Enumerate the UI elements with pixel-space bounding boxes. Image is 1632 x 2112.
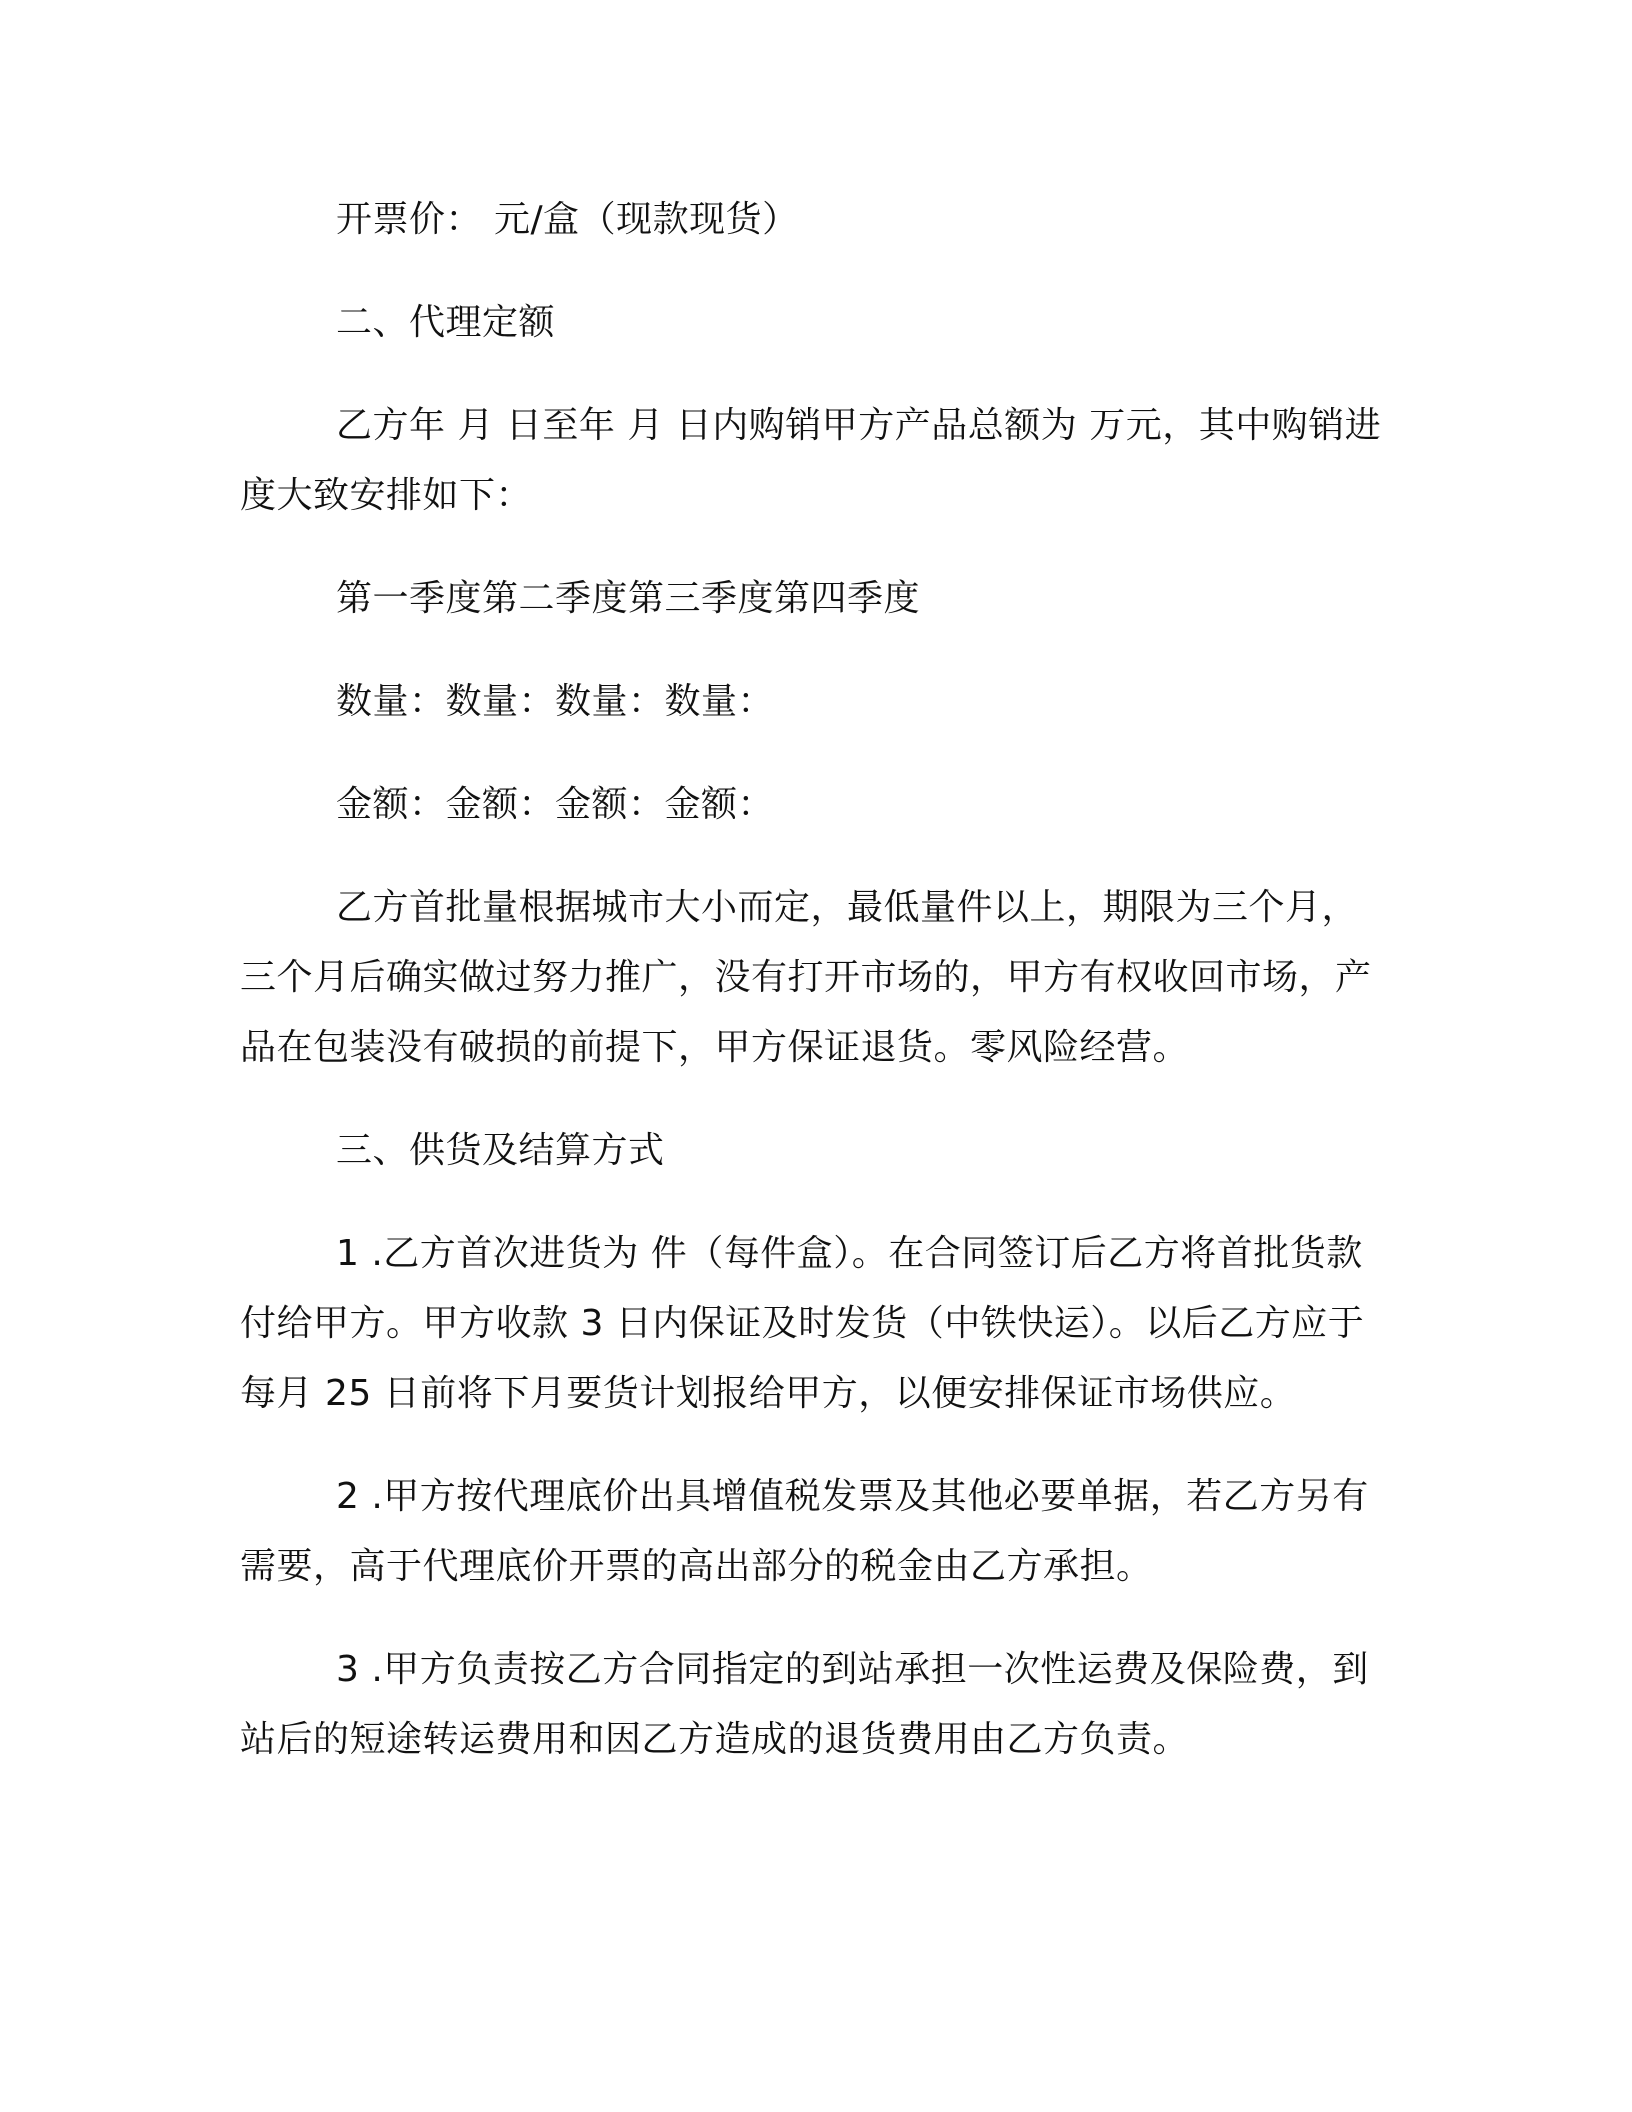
section-heading-quota: 二、代理定额 (336, 302, 556, 343)
first-batch-paragraph: 乙方首批量根据城市大小而定，最低量件以上，期限为三个月，三个月后确实做过努力推广，没有打开市场的，甲方有权收回市场，产品在包装没有破损的前提下，甲方保证退货。零风险经营。 (240, 887, 1372, 1068)
clause-3: 3 .甲方负责按乙方合同指定的到站承担一次性运费及保险费，到站后的短途转运费用和因乙方造成的退货费用由乙方负责。 (240, 1649, 1369, 1760)
section-heading-supply: 三、供货及结算方式 (336, 1130, 665, 1171)
document-page (240, 185, 1390, 1775)
quantity-line: 数量：数量：数量：数量： (336, 681, 775, 722)
invoice-price-line: 开票价： 元/盒（现款现货） (336, 199, 799, 240)
clause-2: 2 .甲方按代理底价出具增值税发票及其他必要单据，若乙方另有需要，高于代理底价开票的高出部分的税金由乙方承担。 (240, 1476, 1369, 1587)
clause-1: 1 .乙方首次进货为 件（每件盒）。在合同签订后乙方将首批货款付给甲方。甲方收款 3 日内保证及时发货（中铁快运）。以后乙方应于每月 25 日前将下月要货计划报给甲方，以便安排保证市场供应。 (240, 1233, 1365, 1414)
quarters-line: 第一季度第二季度第三季度第四季度 (336, 578, 921, 619)
amount-line: 金额：金额：金额：金额： (336, 784, 775, 825)
quota-paragraph: 乙方年 月 日至年 月 日内购销甲方产品总额为 万元，其中购销进度大致安排如下： (240, 405, 1382, 516)
